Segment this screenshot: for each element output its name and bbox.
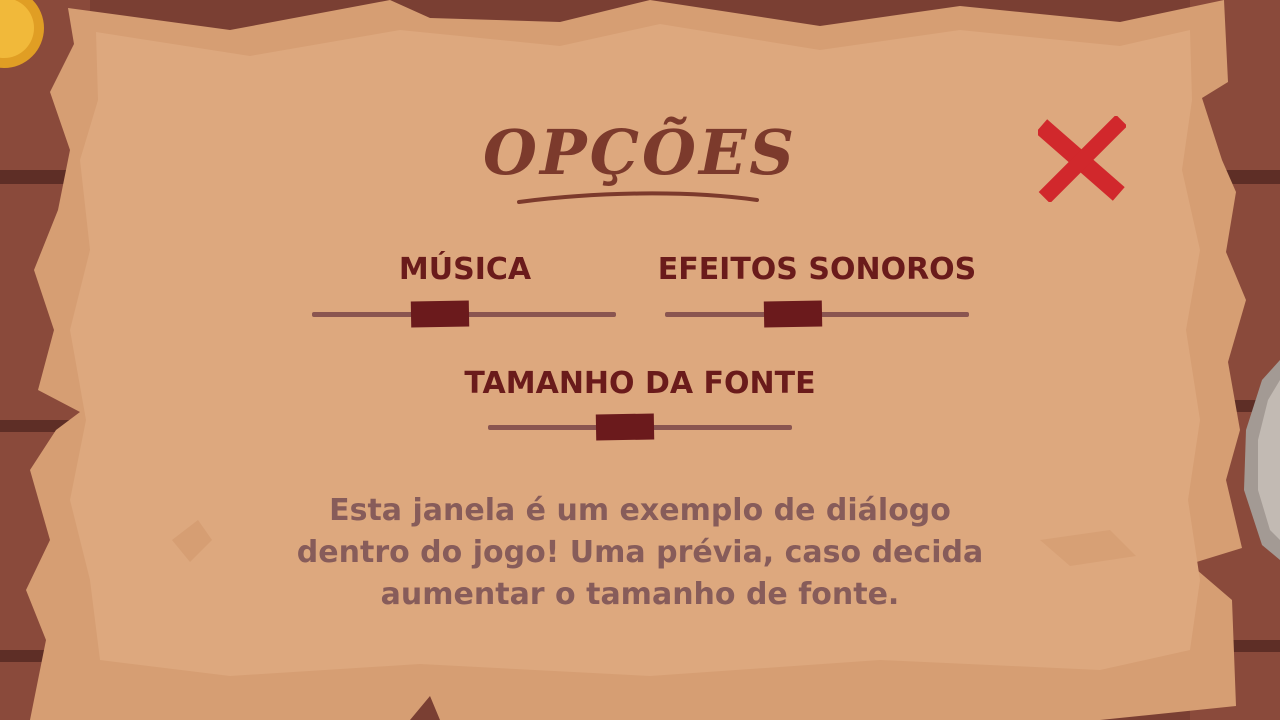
title-underline (515, 186, 765, 208)
preview-line: aumentar o tamanho de fonte. (380, 577, 900, 612)
dialog-title: OPÇÕES (482, 116, 797, 189)
preview-line: Esta janela é um exemplo de diálogo (329, 493, 951, 528)
font-size-slider[interactable] (488, 413, 792, 443)
font-size-slider-thumb[interactable] (596, 413, 654, 440)
font-preview-text (290, 490, 990, 616)
sfx-slider[interactable] (665, 300, 969, 330)
sfx-slider-thumb[interactable] (763, 300, 821, 327)
close-button[interactable] (1038, 116, 1126, 202)
preview-line: dentro do jogo! Uma prévia, caso decida (296, 535, 984, 570)
sfx-label: EFEITOS SONOROS (657, 252, 977, 287)
close-icon (1038, 116, 1126, 202)
music-slider-thumb[interactable] (410, 300, 468, 327)
music-slider[interactable] (312, 300, 616, 330)
music-label: MÚSICA (398, 252, 532, 287)
font-size-label: TAMANHO DA FONTE (464, 366, 816, 401)
